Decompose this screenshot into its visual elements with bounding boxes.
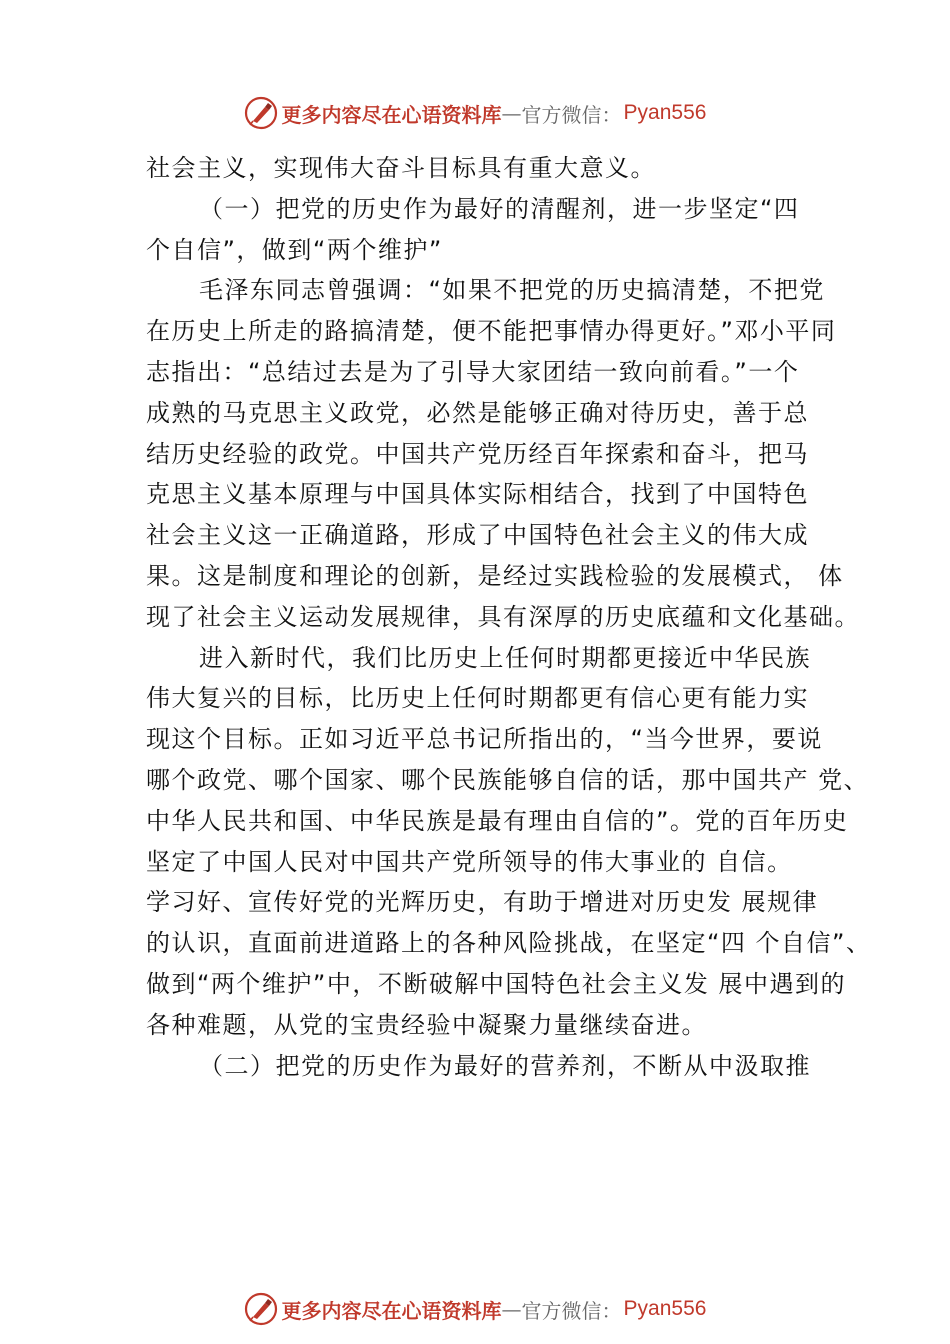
text-line: 做到“两个维护”中，不断破解中国特色社会主义发 展中遇到的 (146, 969, 846, 998)
text-line: 在历史上所走的路搞清楚，便不能把事情办得更好。”邓小平同 (146, 317, 837, 346)
text-line: 果。这是制度和理论的创新，是经过实践检验的发展模式， 体 (146, 561, 844, 590)
promo-dash: — (501, 1297, 522, 1321)
text-line: 坚定了中国人民对中国共产党所领导的伟大事业的 自信。 (146, 847, 793, 876)
text-line: 进入新时代，我们比历史上任何时期都更接近中华民族 (199, 643, 811, 672)
wechat-label: 官方微信： (521, 1298, 622, 1323)
text-line: 成熟的马克思主义政党，必然是能够正确对待历史，善于总 (146, 398, 809, 427)
promo-text: 更多内容尽在心语资料库 (281, 102, 502, 127)
text-line: 哪个政党、哪个国家、哪个民族能够自信的话，那中国共产 党、 (146, 765, 870, 794)
text-line: 各种难题，从党的宝贵经验中凝聚力量继续奋进。 (146, 1010, 707, 1039)
text-line: 中华人民共和国、中华民族是最有理由自信的”。党的百年历史 (146, 806, 849, 835)
text-line: 学习好、宣传好党的光辉历史，有助于增进对历史发 展规律 (146, 888, 819, 917)
header-banner (0, 93, 950, 133)
text-line: 社会主义，实现伟大奋斗目标具有重大意义。 (146, 154, 656, 182)
section-heading: （一）把党的历史作为最好的清醒剂，进一步坚定“四 (199, 194, 800, 223)
pen-nib-logo-icon (244, 96, 278, 130)
text-line: 社会主义这一正确道路，形成了中国特色社会主义的伟大成 (146, 521, 809, 550)
promo-dash: — (501, 101, 522, 125)
footer-banner (0, 1289, 950, 1329)
promo-text: 更多内容尽在心语资料库 (281, 1298, 502, 1323)
text-line: 克思主义基本原理与中国具体实际相结合，找到了中国特色 (146, 480, 809, 509)
text-line: 现了社会主义运动发展规律，具有深厚的历史底蕴和文化基础。 (146, 602, 860, 631)
wechat-label: 官方微信： (521, 102, 622, 127)
text-line: 现这个目标。正如习近平总书记所指出的，“当今世界，要说 (146, 725, 823, 754)
text-line: 的认识，直面前进道路上的各种风险挑战，在坚定“四 个自信”、 (146, 929, 872, 958)
text-line: 伟大复兴的目标，比历史上任何时期都更有信心更有能力实 (146, 684, 809, 713)
pen-nib-logo-icon (244, 1292, 278, 1326)
wechat-account: Pyan556 (623, 101, 707, 124)
section-heading: （二）把党的历史作为最好的营养剂，不断从中汲取推 (199, 1051, 811, 1080)
text-line: 志指出：“总结过去是为了引导大家团结一致向前看。”一个 (146, 357, 800, 386)
wechat-account: Pyan556 (623, 1297, 707, 1320)
text-line: 毛泽东同志曾强调：“如果不把党的历史搞清楚，不把党 (199, 276, 825, 305)
section-heading: 个自信”，做到“两个维护” (146, 235, 443, 264)
document-body (146, 148, 872, 1086)
text-line: 结历史经验的政党。中国共产党历经百年探索和奋斗，把马 (146, 439, 809, 468)
